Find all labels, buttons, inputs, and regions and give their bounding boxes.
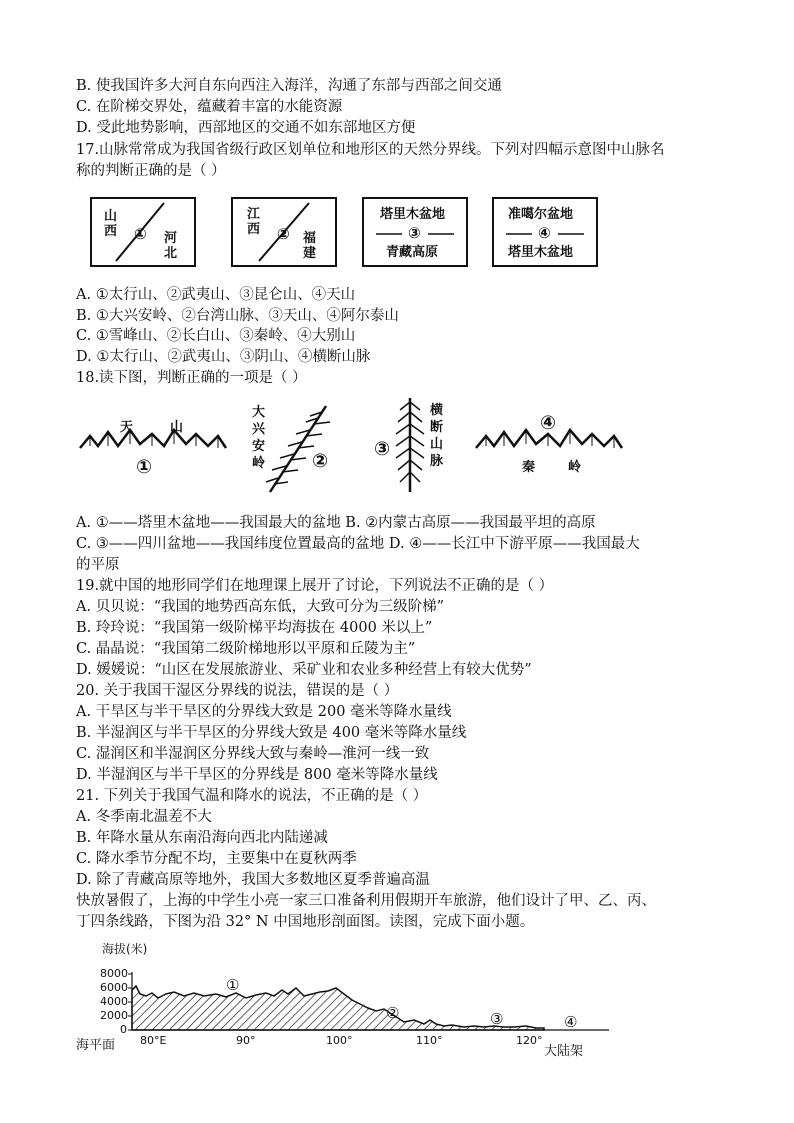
q20-option-b: B. 半湿润区与半干旱区的分界线大致是 400 毫米等降水量线 — [76, 725, 467, 741]
q20-option-a: A. 干旱区与半干旱区的分界线大致是 200 毫米等降水量线 — [76, 704, 452, 720]
terrain-profile — [74, 938, 614, 1058]
q19-option-a: A. 贝贝说：“我国的地势西高东低，大致可分为三级阶梯” — [76, 599, 445, 615]
q21-option-c: C. 降水季节分配不均，主要集中在夏秋两季 — [76, 851, 357, 867]
region-1: ① — [226, 976, 240, 994]
mountain3-name: 横 断 山 脉 — [430, 403, 444, 469]
map-box-4 — [492, 197, 598, 267]
sea-level-label: 海平面 — [76, 1038, 116, 1053]
box2-right-label: 福 建 — [303, 231, 317, 261]
question-19: 19.就中国的地形同学们在地理课上展开了讨论，下列说法不正确的是（ ） — [76, 578, 554, 594]
q17-option-c: C. ①雪峰山、②长白山、③秦岭、④大别山 — [76, 328, 356, 344]
mountain4-name-b: 岭 — [568, 460, 582, 475]
passage-line-2: 丁四条线路，下图为沿 32° N 中国地形剖面图。读图，完成下面小题。 — [76, 914, 535, 930]
q20-option-d: D. 半湿润区与半干旱区的分界线是 800 毫米等降水量线 — [76, 767, 438, 783]
region-4: ④ — [564, 1013, 578, 1031]
question-17: 17.山脉常常成为我国省级行政区划单位和地形区的天然分界线。下列对四幅示意图中山脉名 — [76, 142, 665, 158]
mountain-figure-1 — [78, 412, 228, 484]
q21-option-a: A. 冬季南北温差不大 — [76, 809, 212, 825]
question-21: 21. 下列关于我国气温和降水的说法，不正确的是（ ） — [76, 788, 428, 804]
ytick-0: 0 — [120, 1023, 127, 1036]
ytick-6000: 6000 — [100, 981, 128, 994]
ytick-8000: 8000 — [100, 967, 128, 980]
shelf-label: 大陆架 — [544, 1044, 584, 1059]
box2-number: ② — [277, 225, 290, 243]
region-2: ② — [386, 1004, 400, 1022]
box4-bottom-label: 塔里木盆地 — [508, 245, 574, 260]
box3-number: ③ — [408, 224, 421, 242]
box4-top-label: 准噶尔盆地 — [508, 207, 574, 222]
q21-option-b: B. 年降水量从东南沿海向西北内陆递减 — [76, 830, 328, 846]
q18-option-ab: A. ①——塔里木盆地——我国最大的盆地 B. ②内蒙古高原——我国最平坦的高原 — [76, 515, 596, 531]
mountain-figure-2 — [250, 402, 340, 494]
map-box-3 — [362, 197, 468, 267]
q17-option-b: B. ①大兴安岭、②台湾山脉、③天山、④阿尔泰山 — [76, 308, 399, 324]
mountain4-number: ④ — [540, 412, 557, 434]
q19-option-c: C. 晶晶说：“我国第二级阶梯地形以平原和丘陵为主” — [76, 641, 416, 657]
mountain4-name-a: 秦 — [522, 460, 536, 475]
mountain3-number: ③ — [374, 438, 391, 460]
q19-option-b: B. 玲玲说：“我国第一级阶梯平均海拔在 4000 米以上” — [76, 620, 433, 636]
box4-number: ④ — [538, 224, 551, 242]
box3-top-label: 塔里木盆地 — [380, 207, 446, 222]
mountain1-number: ① — [136, 456, 153, 478]
map-box-1 — [90, 197, 196, 267]
ytick-4000: 4000 — [100, 995, 128, 1008]
passage-line-1: 快放暑假了，上海的中学生小亮一家三口准备利用假期开车旅游，他们设计了甲、乙、丙、 — [76, 893, 656, 909]
q17-option-d: D. ①太行山、②武夷山、③阴山、④横断山脉 — [76, 349, 371, 365]
xtick-100: 100° — [326, 1034, 353, 1047]
question-18: 18.读下图，判断正确的一项是（ ） — [76, 370, 307, 386]
ytick-2000: 2000 — [100, 1009, 128, 1022]
q20-option-c: C. 湿润区和半湿润区分界线大致与秦岭—淮河一线一致 — [76, 746, 430, 762]
q18-option-cd: C. ③——四川盆地——我国纬度位置最高的盆地 D. ④——长江中下游平原——我国最大 — [76, 536, 640, 552]
box2-left-label: 江 西 — [247, 207, 261, 237]
box3-bottom-label: 青藏高原 — [386, 245, 439, 260]
profile-ylabel: 海拔(米) — [102, 942, 148, 956]
question-20: 20. 关于我国干湿区分界线的说法，错误的是（ ） — [76, 683, 399, 699]
line-1: C. 在阶梯交界处，蕴藏着丰富的水能资源 — [76, 99, 343, 115]
box1-left-label: 山 西 — [104, 209, 118, 239]
xtick-90: 90° — [236, 1034, 256, 1047]
map-box-2 — [231, 197, 337, 267]
xtick-110: 110° — [416, 1034, 443, 1047]
box1-number: ① — [134, 225, 147, 243]
mountain-figure-4 — [474, 412, 624, 484]
box1-right-label: 河 北 — [164, 231, 178, 261]
mountain1-name-b: 山 — [170, 420, 184, 435]
q21-option-d: D. 除了青藏高原等地外，我国大多数地区夏季普遍高温 — [76, 872, 430, 888]
q17-option-a: A. ①太行山、②武夷山、③昆仑山、④天山 — [76, 287, 356, 303]
line-4: 称的判断正确的是（ ） — [76, 163, 226, 179]
line-2: D. 受此地势影响，西部地区的交通不如东部地区方便 — [76, 120, 416, 136]
mountain-figure-3 — [372, 394, 462, 494]
region-3: ③ — [490, 1010, 504, 1028]
q18-option-d-cont: 的平原 — [76, 557, 120, 573]
mountain2-number: ② — [312, 450, 329, 472]
mountain2-name: 大 兴 安 岭 — [252, 405, 266, 471]
line-0: B. 使我国许多大河自东向西注入海洋，沟通了东部与西部之间交通 — [76, 78, 502, 94]
xtick-120: 120° — [516, 1034, 543, 1047]
mountain1-name-a: 天 — [120, 420, 134, 435]
q19-option-d: D. 媛媛说：“山区在发展旅游业、采矿业和农业多种经营上有较大优势” — [76, 662, 532, 678]
xtick-80: 80°E — [140, 1034, 167, 1047]
